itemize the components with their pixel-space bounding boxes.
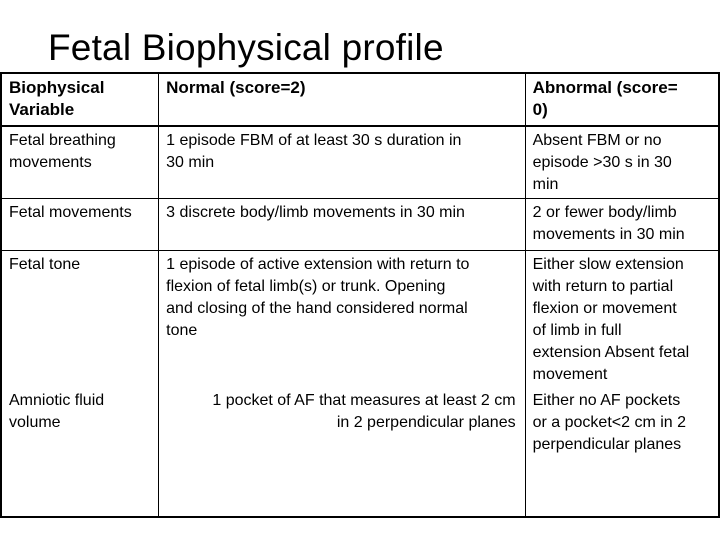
cell-variable [1,387,159,517]
cell-line: 2 or fewer body/limb [532,203,677,221]
header-abnormal [525,73,719,126]
header-variable-line-1: Biophysical [9,78,105,97]
cell-line: episode >30 s in 30 [532,154,672,171]
cell-line: 30 min [166,154,215,171]
cell-line: movements in 30 min [532,225,685,243]
cell-abnormal [525,250,719,387]
cell-line: 1 episode of active extension with return to [166,255,470,273]
cell-abnormal [525,198,719,250]
cell-line: Fetal movements [9,203,132,221]
cell-line: movements [9,154,92,171]
cell-line: flexion or movement [532,299,677,317]
cell-abnormal [525,126,719,198]
header-variable-line-2: Variable [9,100,75,119]
cell-line: Amniotic fluid [9,392,105,409]
cell-line: Fetal breathing [9,132,116,149]
table-row-amniotic-fluid [1,387,719,517]
cell-line: in 2 perpendicular planes [336,414,516,431]
cell-line: volume [9,414,61,431]
cell-line: flexion of fetal limb(s) or trunk. Opening [166,277,446,295]
cell-normal [159,198,525,250]
cell-variable [1,198,159,250]
cell-line: movement [532,365,608,383]
cell-line: Absent FBM or no [532,132,662,149]
cell-abnormal [525,387,719,517]
table-row-fetal-movements [1,198,719,250]
cell-line: 1 pocket of AF that measures at least 2 cm [212,392,516,409]
cell-line: of limb in full [532,321,622,339]
cell-line: min [532,176,559,193]
cell-line: or a pocket<2 cm in 2 [532,414,687,431]
biophysical-profile-table [0,72,720,518]
cell-line: perpendicular planes [532,436,682,453]
cell-line: 1 episode FBM of at least 30 s duration in [166,132,462,149]
table-header-row [1,73,719,126]
header-normal-line-1: Normal (score=2) [166,78,306,97]
cell-line: Fetal tone [9,255,81,273]
cell-line: extension Absent fetal [532,343,690,361]
cell-line: and closing of the hand considered normal [166,299,468,317]
cell-normal [159,387,525,517]
cell-variable [1,126,159,198]
header-abnormal-line-1: Abnormal (score= [532,78,678,97]
header-normal [159,73,525,126]
cell-line: tone [166,321,198,339]
cell-variable [1,250,159,387]
header-variable [1,73,159,126]
cell-line: Either slow extension [532,255,684,273]
table-row-fetal-breathing [1,126,719,198]
table-row-fetal-tone [1,250,719,387]
page-title: Fetal Biophysical profile [48,27,444,68]
cell-normal [159,126,525,198]
cell-normal [159,250,525,387]
cell-line: with return to partial [532,277,674,295]
header-abnormal-line-2: 0) [532,100,548,119]
cell-line: 3 discrete body/limb movements in 30 min [166,203,465,221]
cell-line: Either no AF pockets [532,392,681,409]
